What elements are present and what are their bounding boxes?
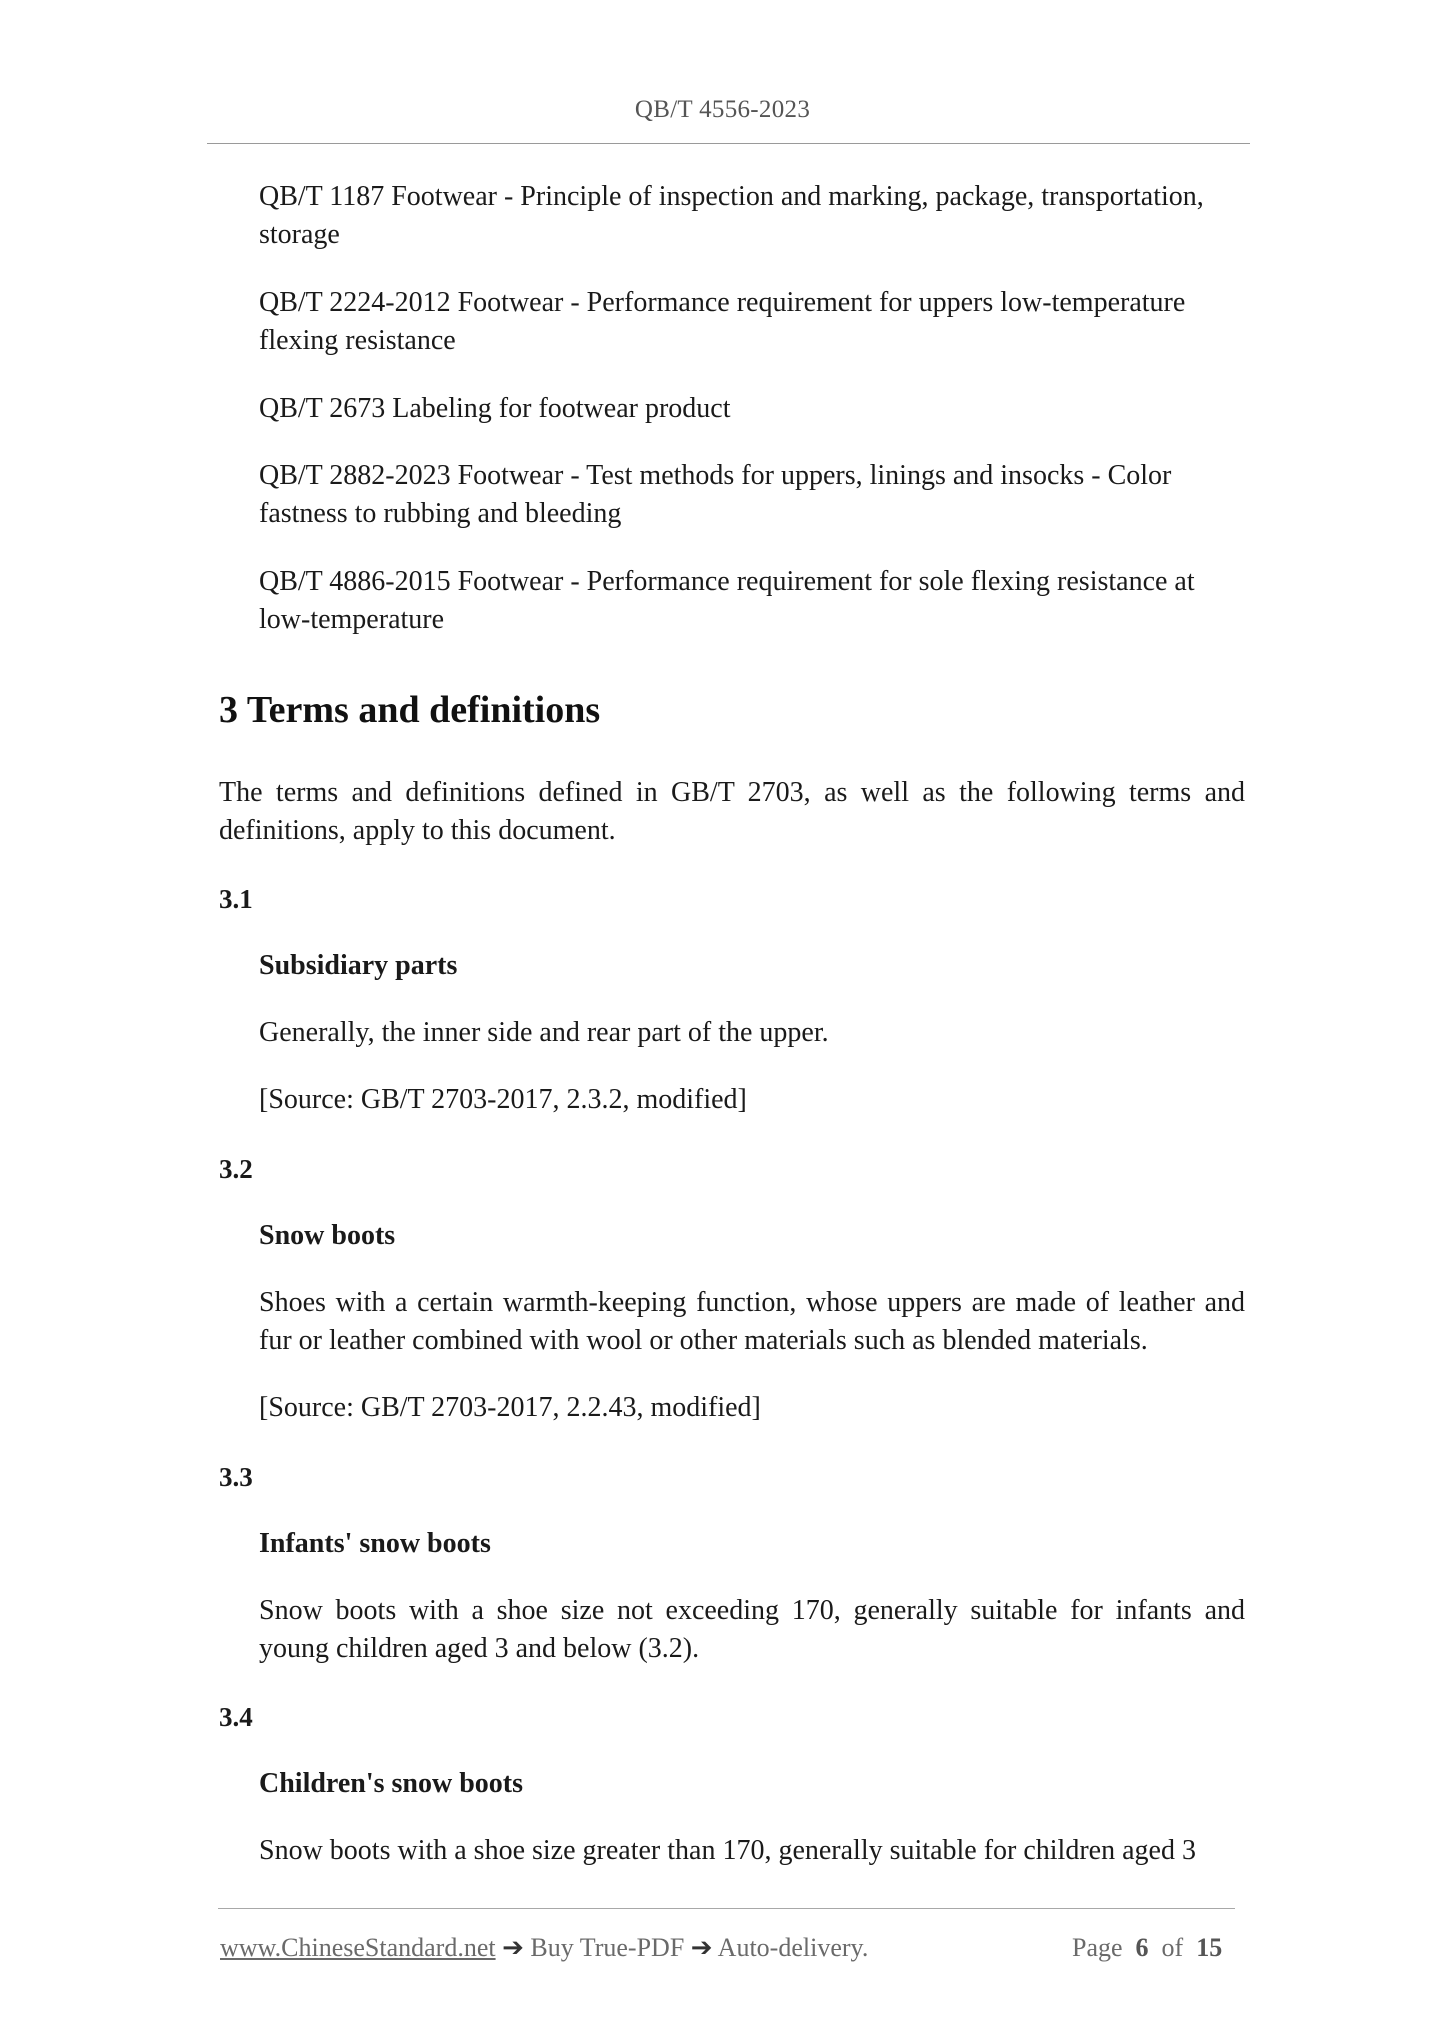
reference-line: flexing resistance [259, 325, 456, 356]
term-definition: Generally, the inner side and rear part of the upper. [259, 1017, 829, 1048]
reference-line: storage [259, 219, 340, 250]
reference-line: QB/T 1187 Footwear - Principle of inspection and marking, package, transportation, [259, 181, 1204, 212]
term-name: Infants' snow boots [259, 1528, 491, 1559]
section-heading: 3 Terms and definitions [219, 689, 601, 731]
term-number: 3.3 [219, 1462, 253, 1492]
auto-delivery-text: Auto-delivery. [717, 1933, 869, 1962]
reference-item [259, 563, 1245, 639]
page-of-label: of [1161, 1933, 1184, 1962]
term-source: [Source: GB/T 2703-2017, 2.2.43, modified] [259, 1392, 761, 1423]
term-number: 3.4 [219, 1702, 253, 1732]
term-definition: Shoes with a certain warmth-keeping function, whose uppers are made of leather and fur or leather combined with wool or other materials such as blended materials. [259, 1287, 1245, 1356]
reference-item [259, 457, 1245, 533]
term-name: Subsidiary parts [259, 950, 458, 981]
reference-line: QB/T 2882-2023 Footwear - Test methods for uppers, linings and insocks - Color [259, 460, 1172, 491]
page-indicator [1072, 1930, 1222, 1966]
site-link[interactable]: www.ChineseStandard.net [220, 1933, 496, 1962]
reference-line: fastness to rubbing and bleeding [259, 498, 622, 529]
footer-divider [218, 1908, 1235, 1909]
arrow-right-icon: ➔ [690, 1933, 713, 1962]
arrow-right-icon: ➔ [502, 1933, 524, 1962]
footer-promo [220, 1930, 868, 1966]
page-total: 15 [1196, 1933, 1223, 1962]
section-intro: The terms and definitions defined in GB/T 2703, as well as the following terms and definitions, apply to this document. [219, 777, 1245, 846]
buy-pdf-text: Buy True-PDF [530, 1933, 685, 1962]
header-divider [207, 143, 1250, 144]
reference-line: low-temperature [259, 604, 445, 635]
reference-item [259, 178, 1245, 254]
page-current: 6 [1135, 1933, 1149, 1962]
term-number: 3.2 [219, 1154, 253, 1184]
term-number: 3.1 [219, 884, 253, 914]
term-definition: Snow boots with a shoe size greater than 170, generally suitable for children aged 3 [259, 1835, 1196, 1866]
term-source: [Source: GB/T 2703-2017, 2.3.2, modified] [259, 1084, 747, 1115]
reference-item [259, 284, 1245, 360]
reference-line: QB/T 2224-2012 Footwear - Performance requirement for uppers low-temperature [259, 287, 1186, 318]
page-header-title: QB/T 4556-2023 [634, 96, 811, 123]
term-name: Snow boots [259, 1220, 396, 1251]
reference-item [259, 390, 1245, 428]
reference-line: QB/T 4886-2015 Footwear - Performance requirement for sole flexing resistance at [259, 566, 1195, 597]
page-label: Page [1072, 1933, 1123, 1962]
reference-line: QB/T 2673 Labeling for footwear product [259, 393, 731, 424]
term-definition: Snow boots with a shoe size not exceeding 170, generally suitable for infants and young children aged 3 and below (3.2). [259, 1595, 1245, 1664]
term-name: Children's snow boots [259, 1768, 524, 1799]
